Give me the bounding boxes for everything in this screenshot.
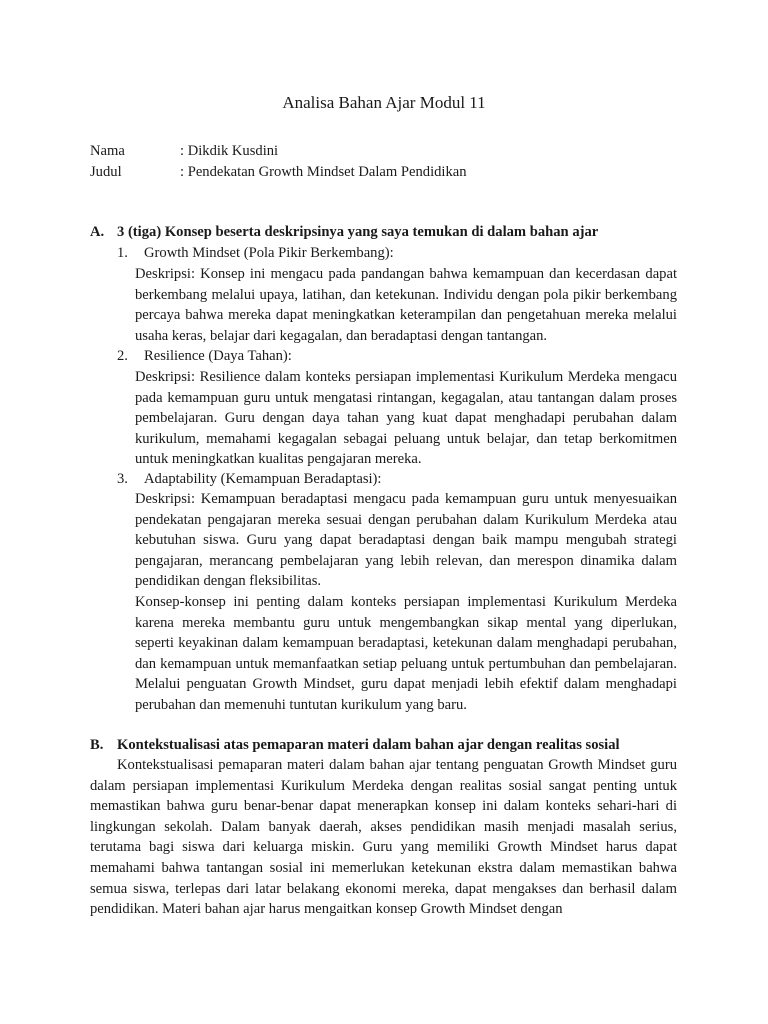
item-3-title [117, 471, 381, 488]
item-3-title-text: Adaptability (Kemampuan Beradaptasi): [144, 471, 382, 487]
meta-judul-value: : Pendekatan Growth Mindset Dalam Pendidikan [180, 164, 467, 180]
section-a-heading [90, 224, 598, 241]
item-1-number: 1. [117, 245, 128, 261]
section-b-body: Kontekstualisasi pemaparan materi dalam bahan ajar tentang penguatan Growth Mindset guru dalam persiapan implementasi Kurikulum Merdeka dengan realitas sosial sangat penting untuk memastikan bahwa guru benar-benar dapat menerapkan konsep ini dalam konteks sehari-hari di lingkungan sekolah. Dalam banyak daerah, akses pendidikan masih menjadi masalah serius, terutama bagi siswa dari keluarga miskin. Guru yang memiliki Growth Mindset harus dapat memahami bahwa tantangan sosial ini memerlukan ketekunan ekstra dalam memastikan bahwa semua siswa, terlepas dari latar belakang ekonomi mereka, dapat mengakses dan berhasil dalam pendidikan. Materi bahan ajar harus mengaitkan konsep Growth Mindset dengan [90, 757, 677, 918]
meta-judul-label: Judul [90, 164, 122, 180]
item-2-description: Deskripsi: Resilience dalam konteks persiapan implementasi Kurikulum Merdeka mengacu pada kemampuan guru untuk mengatasi rintangan, kegagalan, atau tantangan dalam proses pembelajaran. Guru dengan daya tahan yang kuat dapat menghadapi perubahan dalam kurikulum, memahami kegagalan sebagai peluang untuk belajar, dan tetap berkomitmen untuk meningkatkan kualitas pengajaran mereka. [135, 369, 677, 468]
item-1-title-text: Growth Mindset (Pola Pikir Berkembang): [144, 245, 394, 261]
item-3-description: Deskripsi: Kemampuan beradaptasi mengacu pada kemampuan guru untuk menyesuaikan pendekatan pengajaran mereka sesuai dengan perubahan dalam Kurikulum Merdeka atau kebutuhan siswa. Guru yang dapat beradaptasi dengan baik mampu mengubah strategi pengajaran, merancang pembelajaran yang lebih relevan, dan merespon dinamika dalam pendidikan dengan fleksibilitas. [135, 491, 677, 590]
item-1-title [117, 245, 394, 262]
section-a-closing: Konsep-konsep ini penting dalam konteks persiapan implementasi Kurikulum Merdeka karena mereka membantu guru untuk mengembangkan sikap mental yang diperlukan, seperti keyakinan dalam kemampuan beradaptasi, ketekunan dalam menghadapi perubahan, dan kemampuan untuk memanfaatkan setiap peluang untuk pertumbuhan dan pembelajaran. Melalui penguatan Growth Mindset, guru dapat menjadi lebih efektif dalam menghadapi perubahan dan memenuhi tuntutan kurikulum yang baru. [135, 594, 677, 713]
item-2-number: 2. [117, 348, 128, 364]
meta-nama-value: : Dikdik Kusdini [180, 143, 279, 159]
section-a-letter: A. [90, 224, 105, 240]
section-a-heading-text: 3 (tiga) Konsep beserta deskripsinya yang saya temukan di dalam bahan ajar [117, 224, 599, 240]
item-3-number: 3. [117, 471, 128, 487]
section-b-heading [90, 737, 620, 754]
meta-nama-label: Nama [90, 143, 125, 159]
document-title: Analisa Bahan Ajar Modul 11 [282, 93, 486, 112]
section-b-letter: B. [90, 737, 104, 753]
meta-judul-row [90, 164, 467, 181]
section-b-heading-text: Kontekstualisasi atas pemaparan materi dalam bahan ajar dengan realitas sosial [117, 737, 620, 753]
item-2-title [117, 348, 292, 365]
meta-nama-row [90, 143, 278, 160]
item-1-description: Deskripsi: Konsep ini mengacu pada pandangan bahwa kemampuan dan kecerdasan dapat berkembang melalui upaya, latihan, dan ketekunan. Individu dengan pola pikir berkembang percaya bahwa mereka dapat meningkatkan keterampilan dan pengetahuan mereka melalui usaha keras, belajar dari kegagalan, dan beradaptasi dengan tantangan. [135, 266, 677, 344]
item-2-title-text: Resilience (Daya Tahan): [144, 348, 292, 364]
